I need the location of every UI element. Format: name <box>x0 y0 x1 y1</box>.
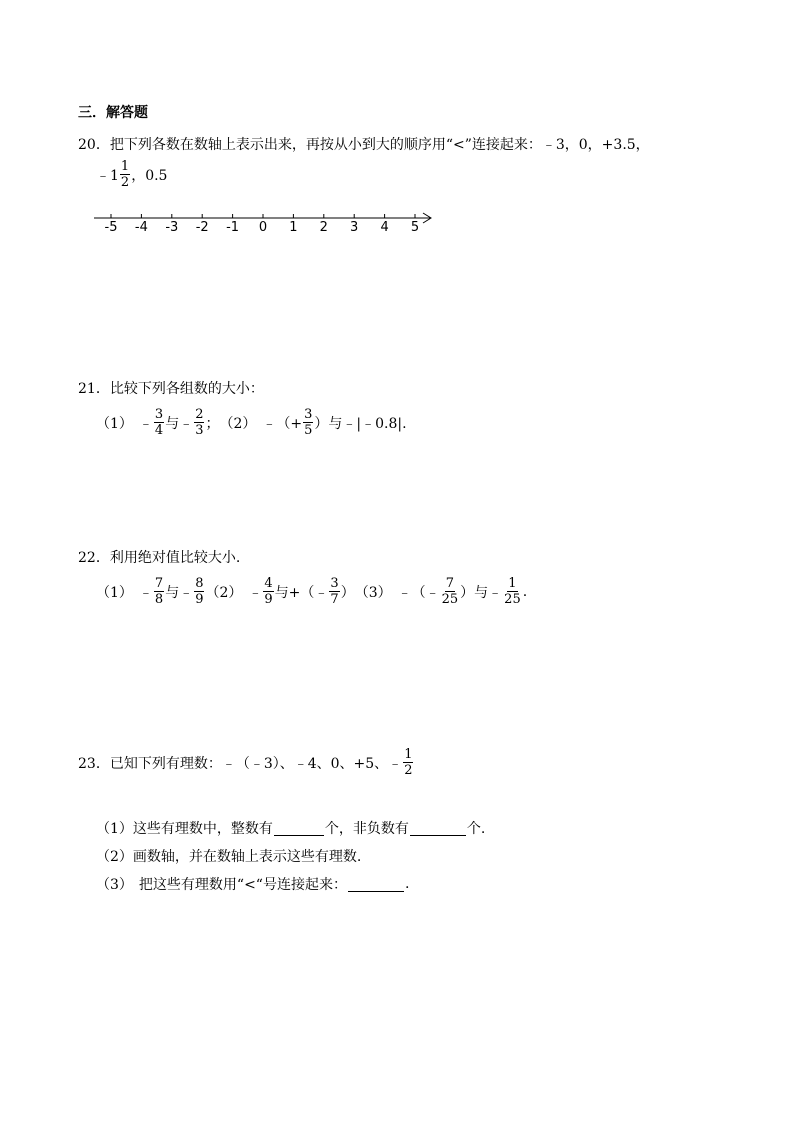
part-label: （2） <box>96 849 133 865</box>
text: 个，非负数有 <box>324 821 409 837</box>
fraction <box>263 577 273 606</box>
question-text: 利用绝对值比较大小. <box>109 550 241 566</box>
axis-tick-label: 0 <box>258 220 268 235</box>
axis-tick-label: 1 <box>289 220 298 235</box>
numerator: 4 <box>264 576 273 591</box>
numerator: 3 <box>304 407 313 422</box>
denominator: 25 <box>441 592 459 607</box>
question-number: 21． <box>78 381 110 397</box>
fraction <box>403 748 413 777</box>
section-title: 三．解答题 <box>78 105 148 121</box>
text: ﹣（+ <box>262 415 303 432</box>
denominator: 7 <box>330 592 339 607</box>
axis-tick-label: -3 <box>165 220 179 235</box>
question-number: 22． <box>78 550 110 566</box>
denominator: 2 <box>404 763 413 778</box>
part-label: （2） <box>205 584 243 601</box>
axis-tick-label: -1 <box>226 220 240 235</box>
axis-tick-label: -5 <box>104 220 118 235</box>
text: 画数轴，并在数轴上表示这些有理数. <box>132 849 362 865</box>
fraction <box>120 160 130 189</box>
numerator: 8 <box>195 576 204 591</box>
numerator: 3 <box>154 407 164 422</box>
question-22-parts <box>96 577 527 606</box>
axis-tick-label: 3 <box>350 220 359 235</box>
axis-tick-label: -2 <box>195 220 209 235</box>
text: 与+（﹣ <box>274 584 329 601</box>
denominator: 8 <box>154 592 164 607</box>
text: ）与﹣ <box>460 584 503 601</box>
fraction <box>194 408 204 437</box>
fraction <box>503 577 522 606</box>
denominator: 9 <box>195 592 204 607</box>
fraction <box>194 577 204 606</box>
fraction <box>303 408 313 437</box>
numerator: 7 <box>154 576 164 591</box>
numerator: 7 <box>445 576 455 591</box>
text: ） <box>340 584 355 601</box>
fraction <box>154 577 164 606</box>
question-23-sub1 <box>96 818 485 838</box>
question-23-sub3 <box>96 874 409 894</box>
question-21 <box>78 378 264 398</box>
denominator: 5 <box>304 423 313 438</box>
text: . <box>522 583 528 600</box>
fraction <box>441 577 460 606</box>
text: ﹣（﹣ <box>397 584 440 601</box>
numerator: 1 <box>508 576 517 591</box>
part-label: （3） <box>354 584 392 601</box>
axis-tick-label: 5 <box>410 220 420 235</box>
number-line <box>90 206 440 246</box>
question-number: 20． <box>78 137 110 153</box>
answer-blank-nonnegative[interactable] <box>410 821 466 836</box>
denominator: 9 <box>264 592 273 607</box>
denominator: 3 <box>195 423 204 438</box>
sign: ﹣ <box>138 584 153 601</box>
text: 把这些有理数用“<“号连接起来： <box>138 877 347 893</box>
denominator: 4 <box>154 423 164 438</box>
part-label: （1） <box>96 415 133 432</box>
numerator: 1 <box>404 747 413 762</box>
text: 个. <box>466 821 486 837</box>
mixed-number-whole: ﹣1 <box>96 167 119 184</box>
numerator: 3 <box>330 576 339 591</box>
axis-tick-label: -4 <box>134 220 148 235</box>
text: . <box>404 876 410 892</box>
sign: ﹣ <box>138 415 153 432</box>
denominator: 25 <box>504 592 521 607</box>
question-number: 23． <box>78 755 110 772</box>
answer-blank-ordering[interactable] <box>348 877 404 892</box>
numerator: 1 <box>120 159 130 174</box>
text: 与﹣ <box>165 415 194 432</box>
question-21-parts <box>96 408 407 437</box>
part-label: （1） <box>96 821 133 837</box>
part-label: （1） <box>96 584 133 601</box>
text: 与﹣ <box>165 584 194 601</box>
axis-tick-label: 4 <box>380 220 389 235</box>
text: ； <box>205 415 220 432</box>
text: ）与﹣|﹣0.8|. <box>314 415 407 432</box>
text: 这些有理数中，整数有 <box>132 821 273 837</box>
axis-tick-label: 2 <box>319 220 328 235</box>
question-23 <box>78 748 414 777</box>
question-text: 比较下列各组数的大小： <box>109 381 264 397</box>
question-20 <box>78 134 650 154</box>
question-text: 把下列各数在数轴上表示出来，再按从小到大的顺序用“<”连接起来：﹣3，0，+3.5， <box>109 137 650 153</box>
part-label: （3） <box>96 877 133 893</box>
fraction <box>154 408 164 437</box>
question-text-suffix: ，0.5 <box>131 167 168 184</box>
question-23-sub2 <box>96 846 361 866</box>
part-label: （2） <box>219 415 257 432</box>
question-20-line2 <box>96 160 167 189</box>
fraction <box>329 577 339 606</box>
denominator: 2 <box>120 175 130 190</box>
sign: ﹣ <box>248 584 263 601</box>
question-22 <box>78 547 240 567</box>
question-text: 已知下列有理数：﹣（﹣3）、﹣4、0、+5、﹣ <box>109 755 403 772</box>
numerator: 2 <box>195 407 204 422</box>
answer-blank-integers[interactable] <box>274 821 324 836</box>
